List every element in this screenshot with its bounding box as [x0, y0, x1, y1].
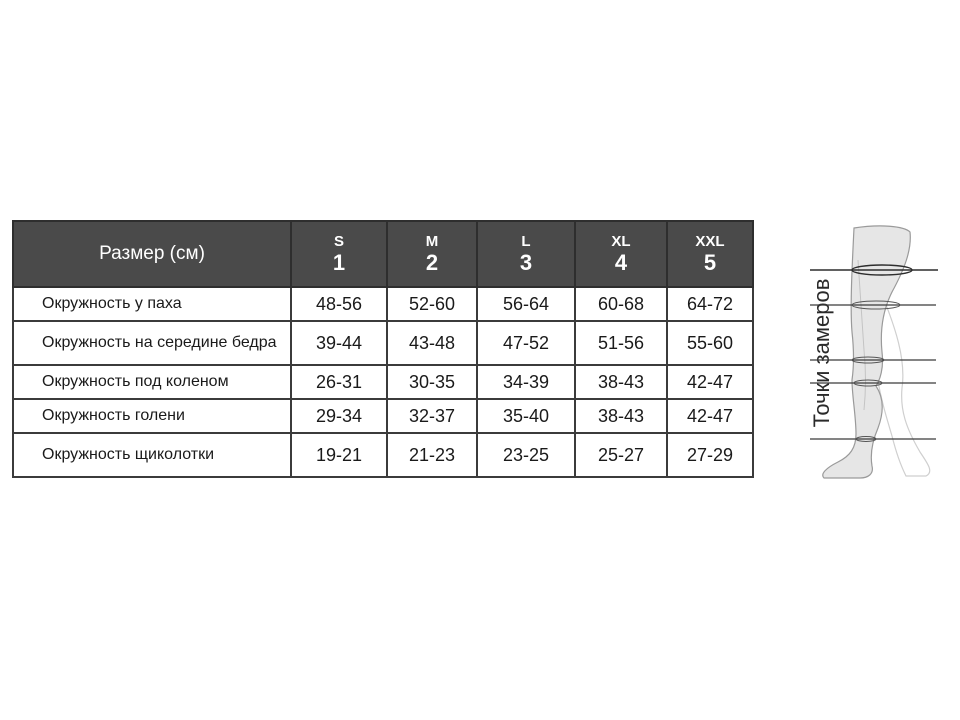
- table-cell: 60-68: [575, 287, 667, 321]
- table-title: Размер (см): [13, 221, 291, 287]
- table-cell: 19-21: [291, 433, 387, 477]
- table-cell: 64-72: [667, 287, 753, 321]
- table-row: [13, 433, 753, 477]
- size-header-xl: [575, 221, 667, 287]
- row-label: Окружность у паха: [13, 287, 291, 321]
- measurement-points-title: Точки замеров: [809, 278, 834, 428]
- table-cell: 29-34: [291, 399, 387, 433]
- table-row: [13, 287, 753, 321]
- table-cell: 27-29: [667, 433, 753, 477]
- leg-measurement-icon: [810, 220, 950, 488]
- row-label: Окружность под коленом: [13, 365, 291, 399]
- size-code: S: [333, 233, 344, 250]
- row-label: Окружность на середине бедра: [13, 321, 291, 365]
- table-cell: 35-40: [477, 399, 575, 433]
- size-header-s: [291, 221, 387, 287]
- size-table: [12, 220, 754, 478]
- table-row: [13, 321, 753, 365]
- table-cell: 56-64: [477, 287, 575, 321]
- table-cell: 47-52: [477, 321, 575, 365]
- size-header-xxl: [667, 221, 753, 287]
- table-cell: 39-44: [291, 321, 387, 365]
- size-code: L: [521, 233, 531, 250]
- table-cell: 52-60: [387, 287, 477, 321]
- size-header-l: [477, 221, 575, 287]
- size-code: XXL: [695, 233, 725, 250]
- table-cell: 38-43: [575, 399, 667, 433]
- table-cell: 48-56: [291, 287, 387, 321]
- table-row: [13, 399, 753, 433]
- table-cell: 51-56: [575, 321, 667, 365]
- table-cell: 32-37: [387, 399, 477, 433]
- table-row: [13, 365, 753, 399]
- size-number: 1: [332, 250, 346, 275]
- size-number: 2: [425, 250, 439, 275]
- size-code: XL: [611, 233, 631, 250]
- size-code: M: [425, 233, 439, 250]
- table-cell: 26-31: [291, 365, 387, 399]
- table-cell: 21-23: [387, 433, 477, 477]
- header-row: [13, 221, 753, 287]
- size-number: 5: [703, 250, 717, 275]
- size-number: 4: [614, 250, 628, 275]
- table-cell: 43-48: [387, 321, 477, 365]
- table-cell: 42-47: [667, 399, 753, 433]
- table-cell: 55-60: [667, 321, 753, 365]
- row-label: Окружность щиколотки: [13, 433, 291, 477]
- table-cell: 42-47: [667, 365, 753, 399]
- front-leg-shape: [823, 226, 911, 478]
- table-cell: 23-25: [477, 433, 575, 477]
- table-cell: 30-35: [387, 365, 477, 399]
- row-label: Окружность голени: [13, 399, 291, 433]
- size-number: 3: [519, 250, 533, 275]
- table-cell: 34-39: [477, 365, 575, 399]
- table-cell: 38-43: [575, 365, 667, 399]
- size-header-m: [387, 221, 477, 287]
- table-cell: 25-27: [575, 433, 667, 477]
